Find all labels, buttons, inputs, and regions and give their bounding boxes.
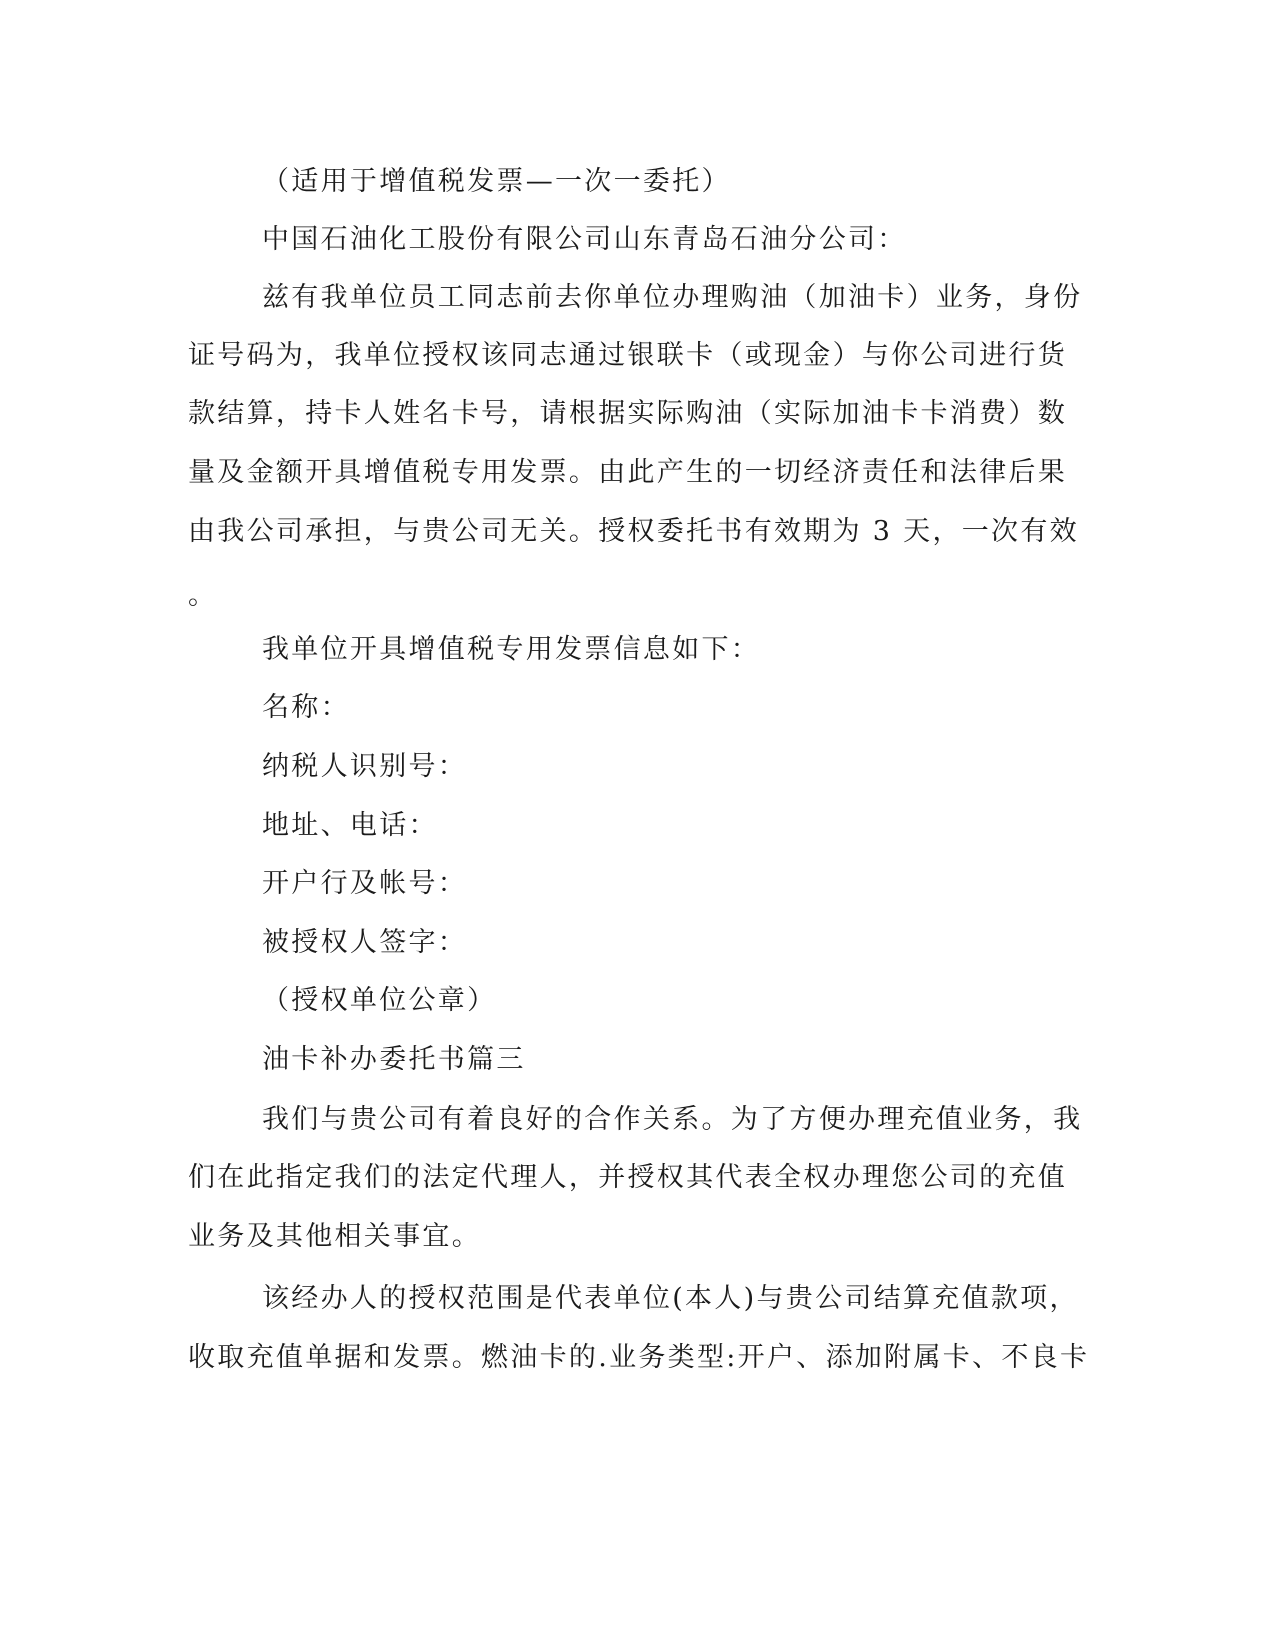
field-name-label: 名称： bbox=[262, 692, 350, 723]
field-taxpayer-id-label: 纳税人识别号： bbox=[262, 751, 468, 782]
body-line: 证号码为，我单位授权该同志通过银联卡（或现金）与你公司进行货 bbox=[188, 340, 1067, 371]
seal-line: （授权单位公章） bbox=[262, 985, 497, 1016]
field-address-phone-label: 地址、电话： bbox=[262, 810, 438, 841]
body-line: 收取充值单据和发票。燃油卡的.业务类型:开户、添加附属卡、不良卡 bbox=[188, 1342, 1090, 1373]
body-line: 业务及其他相关事宜。 bbox=[188, 1221, 481, 1252]
section-heading: 油卡补办委托书篇三 bbox=[262, 1044, 526, 1075]
field-signature-label: 被授权人签字： bbox=[262, 927, 468, 958]
invoice-info-heading: 我单位开具增值税专用发票信息如下： bbox=[262, 634, 761, 665]
body-line: 款结算，持卡人姓名卡号，请根据实际购油（实际加油卡卡消费）数 bbox=[188, 398, 1067, 429]
body-line: 由我公司承担，与贵公司无关。授权委托书有效期为 3 天，一次有效 bbox=[188, 516, 1079, 547]
subtitle-line: （适用于增值税发票—一次一委托） bbox=[262, 166, 731, 197]
body-line: 该经办人的授权范围是代表单位(本人)与贵公司结算充值款项， bbox=[262, 1283, 1079, 1314]
field-bank-account-label: 开户行及帐号： bbox=[262, 868, 468, 899]
addressee-line: 中国石油化工股份有限公司山东青岛石油分公司： bbox=[262, 224, 907, 255]
body-line: 们在此指定我们的法定代理人，并授权其代表全权办理您公司的充值 bbox=[188, 1162, 1067, 1193]
body-line: 我们与贵公司有着良好的合作关系。为了方便办理充值业务，我 bbox=[262, 1104, 1083, 1135]
body-line: 兹有我单位员工同志前去你单位办理购油（加油卡）业务，身份 bbox=[262, 282, 1083, 313]
body-line: 量及金额开具增值税专用发票。由此产生的一切经济责任和法律后果 bbox=[188, 457, 1067, 488]
body-line: 。 bbox=[188, 580, 218, 611]
